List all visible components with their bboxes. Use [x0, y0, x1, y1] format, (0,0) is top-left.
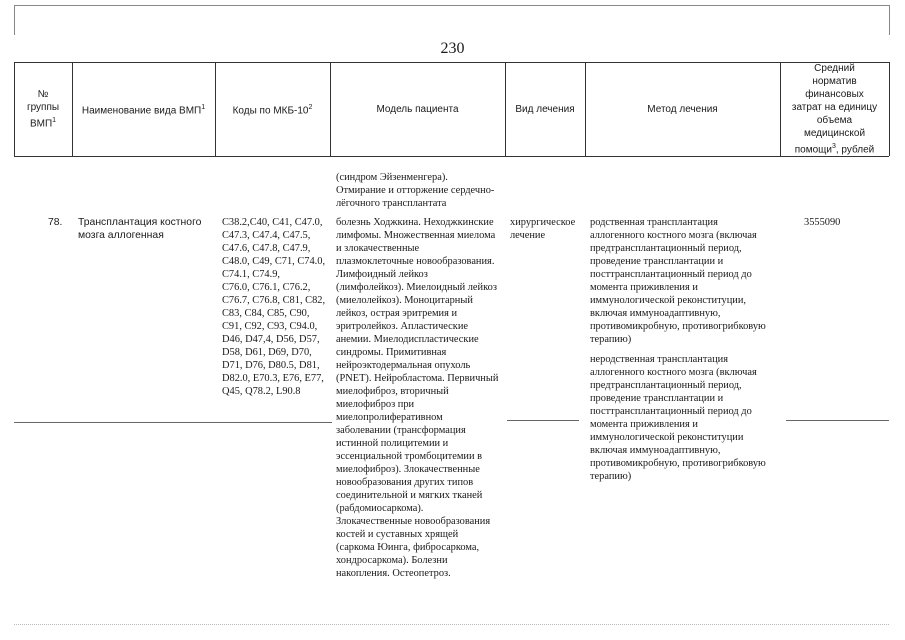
header-vmp-name: Наименование вида ВМП$^1$ — [81, 103, 206, 117]
scan-rule-right — [786, 420, 889, 421]
scan-rule-middle — [507, 420, 579, 421]
previous-row-continuation: (синдром Эйзенменгера). Отмирание и отторжение сердечно- лёгочного трансплантата — [336, 172, 495, 209]
scan-bottom-noise — [14, 624, 889, 631]
header-group-number: № группы ВМП$^1$ — [26, 88, 60, 130]
scan-rule-left — [14, 422, 332, 423]
header-icd-codes: Коды по МКБ-$10^2$ — [232, 103, 313, 117]
row-treatment-method-1: родственная трансплантация аллогенного костного мозга (включая предтрансплантационный период, проведение трансплантации и посттрансплантационный период до момента приживления и иммунологической реконституции, включая иммуноадаптивную, противомикробную, противогрибковую терапию) — [590, 217, 766, 345]
page-number: 230 — [440, 40, 465, 57]
header-treatment-type: Вид лечения — [515, 103, 575, 115]
row-average-cost: 3555090 — [804, 217, 841, 228]
header-treatment-method: Метод лечения — [647, 103, 718, 115]
page-frame-top — [14, 5, 889, 6]
row-treatment-method-2: неродственная трансплантация аллогенного костного мозга (включая предтрансплантационный период, проведение трансплантации и посттрансплантационный период до момента приживления и иммунологической реконституции включая иммуноадаптивную, противомикробную, противогрибковую терапию) — [590, 354, 766, 482]
row-group-number: 78. — [48, 217, 63, 228]
header-patient-model: Модель пациента — [376, 103, 459, 115]
row-vmp-name: Трансплантация костного мозга аллогенная — [78, 217, 202, 241]
row-patient-model: болезнь Ходжкина. Неходжкинские лимфомы. Множественная миелома и злокачественные плазмоклеточные новообразования. Лимфоидный лейкоз (лимфолейкоз). Миелоидный лейкоз (миелолейкоз). Моноцитарный лейкоз, острая эритремия и эритролейкоз. Апластические анемии. Миелодиспластические синдромы. Примитивная нейроэктодермальная опухоль (PNET). Нейробластома. Первичный миелофиброз, вторичный миелофиброз при миелопролиферативном заболевании (трансформация истинной полицитемии и эссенциальной тромбоцитемии в миелофиброз). Злокачественные новообразования других типов соединительной и мягких тканей (рабдомиосаркома). Злокачественные новообразования костей и суставных хрящей (саркома Юинга, фибросаркома, хондросаркома). Болезни накопления. Остеопетроз. — [336, 217, 499, 579]
table-right-border — [889, 62, 890, 156]
header-average-cost: Средний норматив финансовых затрат на единицу объема медицинской помощи$^3$, рублей — [791, 62, 878, 156]
page-frame-right — [889, 5, 890, 35]
header-bottom-border — [14, 156, 889, 157]
row-treatment-type: хирургическое лечение — [510, 217, 576, 241]
row-icd-codes: C38.2,C40, C41, C47.0, C47.3, C47.4, C47.5, C47.6, C47.8, C47.9, C48.0, C49, C71, C74.0, C74.1, C74.9, C76.0, C76.1, C76.2, C76.7, C76.8, C81, C82, C83, C84, C85, C90, C91, C92, C93, C94.0, D46, D47,4, D56, D57, D58, D61, D69, D70, D71, D76, D80.5, D81, D82.0, E70.3, E76, E77, Q45, Q78.2, L90.8 — [222, 217, 326, 397]
page-frame-left — [14, 5, 15, 35]
